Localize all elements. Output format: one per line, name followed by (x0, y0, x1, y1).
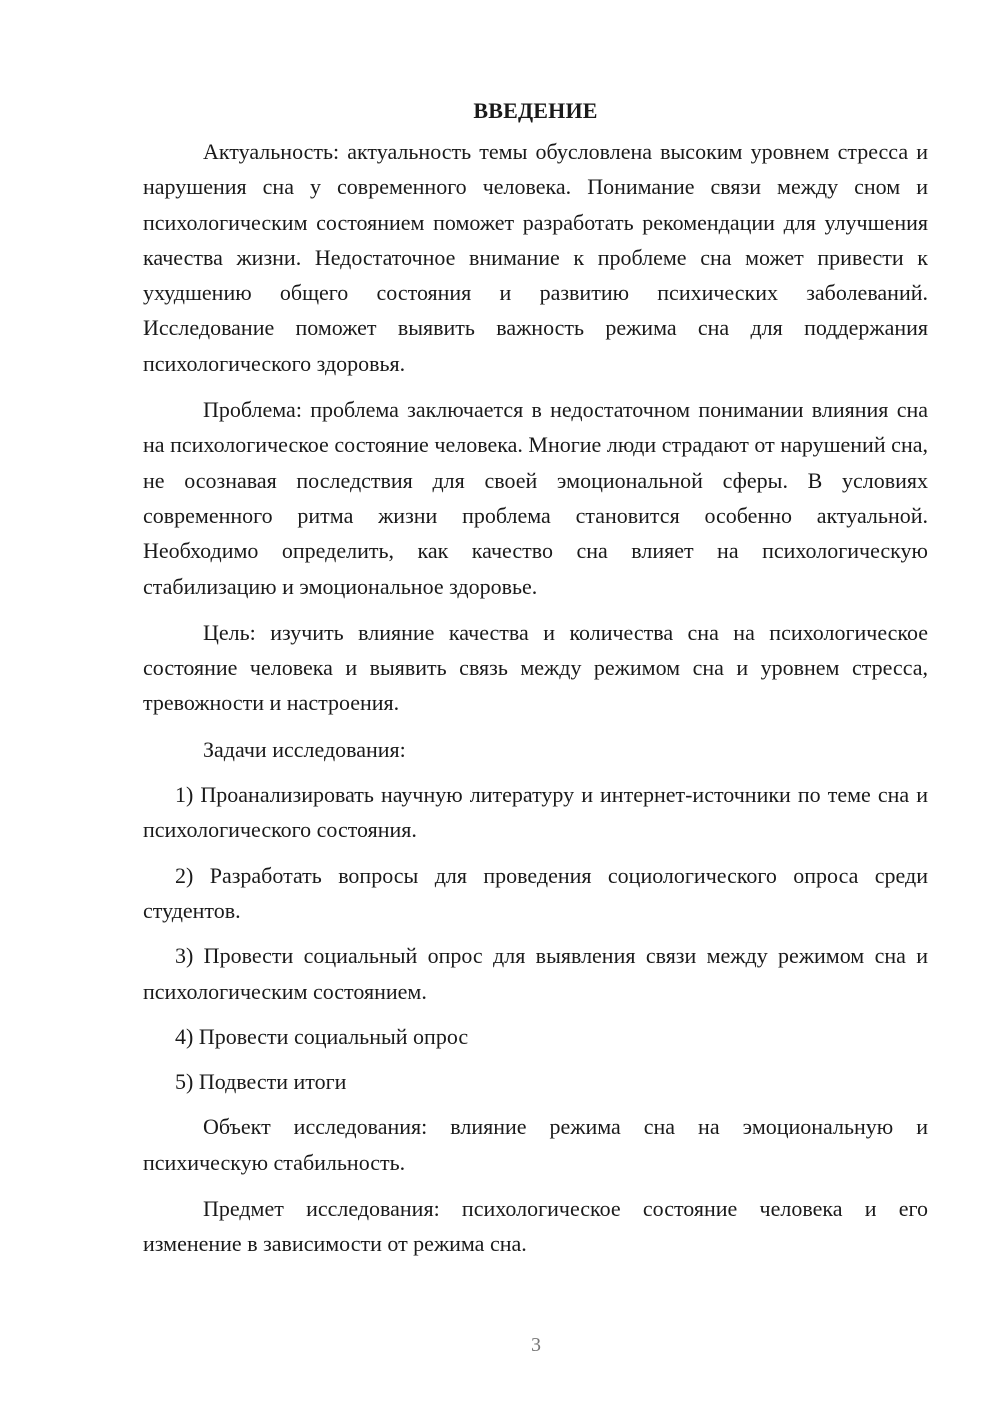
task-item: 5) Подвести итоги (175, 1069, 347, 1095)
section-title: ВВЕДЕНИЕ (473, 98, 598, 123)
task-item: 4) Провести социальный опрос (175, 1023, 469, 1049)
task-item: 2) Разработать вопросы для проведения социологического опроса среди студентов. (143, 862, 928, 923)
paragraph-problem: Проблема: проблема заключается в недостаточном понимании влияния сна на психологическое состояние человека. Многие люди страдают от нарушений сна, не осознавая последствия для своей эмоциональной сферы. В условиях современного ритма жизни проблема становится особенно актуальной. Необходимо определить, как качество сна влияет на психологическую стабилизацию и эмоциональное здоровье. (143, 397, 928, 599)
task-item: 1) Проанализировать научную литературу и интернет-источники по теме сна и психологического состояния. (143, 782, 928, 843)
task-item: 3) Провести социальный опрос для выявления связи между режимом сна и психологическим состоянием. (143, 943, 928, 1004)
tasks-heading: Задачи исследования: (203, 736, 406, 762)
paragraph-subject: Предмет исследования: психологическое состояние человека и его изменение в зависимости от режима сна. (143, 1196, 928, 1257)
paragraph-goal: Цель: изучить влияние качества и количества сна на психологическое состояние человека и выявить связь между режимом сна и уровнем стресса, тревожности и настроения. (143, 619, 928, 716)
paragraph-relevance: Актуальность: актуальность темы обусловлена высоким уровнем стресса и нарушения сна у современного человека. Понимание связи между сном и психологическим состоянием поможет разработать рекомендации для улучшения качества жизни. Недостаточное внимание к проблеме сна может привести к ухудшению общего состояния и развитию психических заболеваний. Исследование поможет выявить важность режима сна для поддержания психологического здоровья. (143, 139, 928, 376)
page-content (143, 93, 928, 1262)
paragraph-object: Объект исследования: влияние режима сна на эмоциональную и психическую стабильность. (143, 1114, 928, 1175)
page-number: 3 (531, 1334, 541, 1356)
